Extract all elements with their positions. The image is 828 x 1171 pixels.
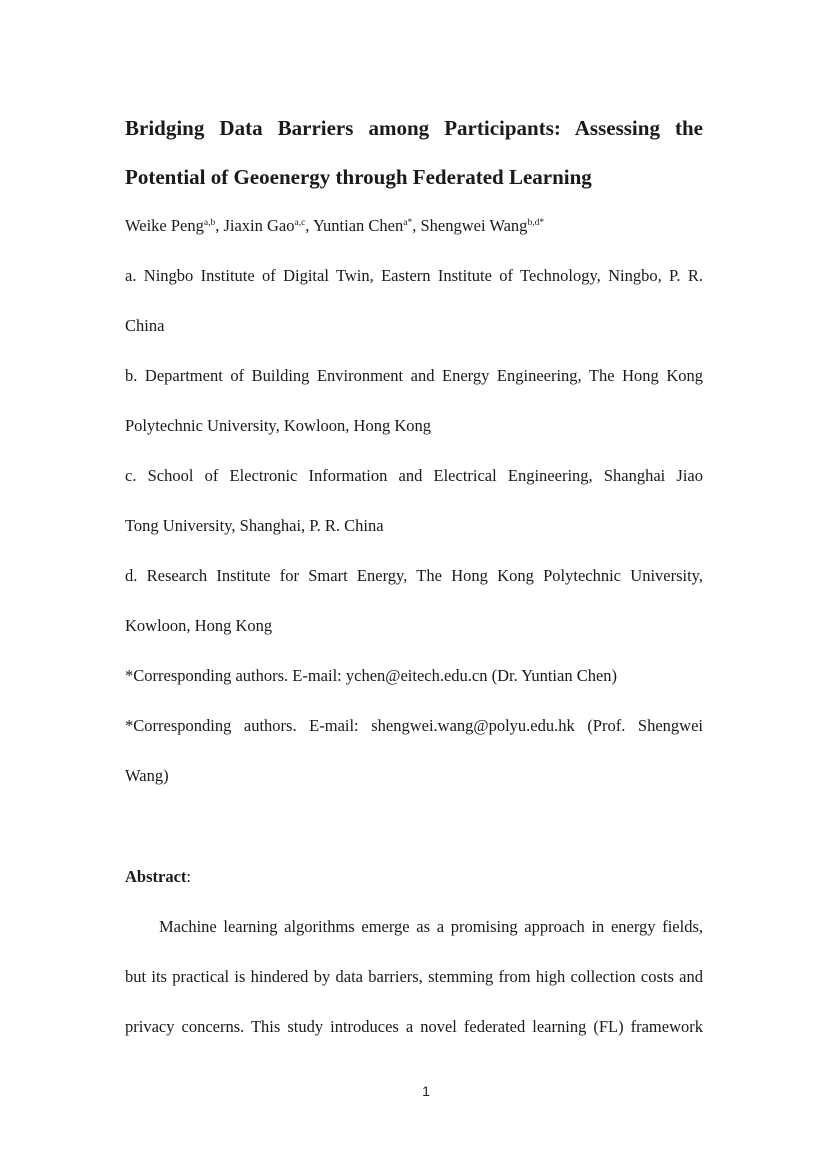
- affiliation-a: a. Ningbo Institute of Digital Twin, Eastern Institute of Technology, Ningbo, P. R.: [125, 266, 703, 285]
- affiliation-b: b. Department of Building Environment and Energy Engineering, The Hong Kong: [125, 366, 703, 385]
- abstract-text-line-1: Machine learning algorithms emerge as a promising approach in energy fields,: [159, 917, 703, 936]
- page-number: 1: [422, 1083, 430, 1099]
- affiliation-a-cont: China: [125, 316, 165, 335]
- affiliation-d-cont: Kowloon, Hong Kong: [125, 616, 273, 635]
- correspondence-chen: *Corresponding authors. E-mail: ychen@eitech.edu.cn (Dr. Yuntian Chen): [125, 666, 618, 685]
- author-name: Yuntian Chen: [312, 216, 404, 235]
- author-name: Shengwei Wang: [420, 216, 528, 235]
- abstract-heading: Abstract:: [125, 867, 191, 886]
- paper-title-line-1: Bridging Data Barriers among Participants: Assessing the: [125, 116, 703, 140]
- author-affiliation-mark: a,c: [294, 218, 306, 228]
- affiliation-c: c. School of Electronic Information and Electrical Engineering, Shanghai Jiao: [125, 466, 703, 485]
- affiliation-d: d. Research Institute for Smart Energy, The Hong Kong Polytechnic University,: [125, 566, 703, 585]
- author-affiliation-mark: a*: [403, 218, 413, 228]
- affiliation-c-cont: Tong University, Shanghai, P. R. China: [125, 516, 384, 535]
- abstract-text-line-3: privacy concerns. This study introduces a novel federated learning (FL) framework: [125, 1017, 703, 1036]
- author-list: Weike Peng$^{a,b}$, Jiaxin Gao$^{a,c}$, Yuntian Chen$^{a*}$, Shengwei Wang$^{b,d*}$: [125, 216, 545, 235]
- paper-title-line-2: Potential of Geoenergy through Federated Learning: [125, 165, 592, 189]
- author-name: Weike Peng: [125, 216, 204, 235]
- author-affiliation-mark: a,b: [203, 218, 216, 228]
- affiliation-b-cont: Polytechnic University, Kowloon, Hong Kong: [125, 416, 431, 435]
- correspondence-wang-cont: Wang): [125, 766, 169, 785]
- author-name: Jiaxin Gao: [223, 216, 295, 235]
- abstract-text-line-2: but its practical is hindered by data barriers, stemming from high collection costs and: [125, 967, 703, 986]
- correspondence-wang: *Corresponding authors. E-mail: shengwei.wang@polyu.edu.hk (Prof. Shengwei: [125, 716, 703, 735]
- abstract-heading-text: Abstract: [125, 867, 187, 886]
- author-affiliation-mark: b,d*: [527, 218, 545, 228]
